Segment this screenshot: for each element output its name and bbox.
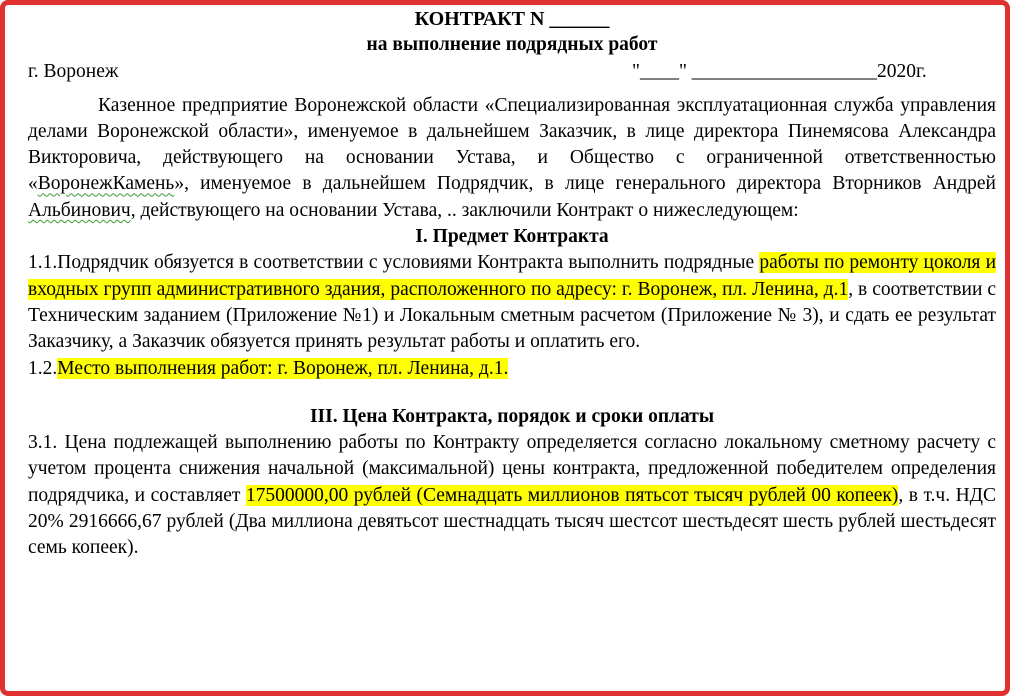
intro-text-3: , действующего на основании Устава, .. заключили Контракт о нижеследующем: <box>130 199 799 221</box>
clause-1-1-text-b: , в соответствии с Техническим заданием (Приложение №1) и Локальным сметным расчетом (Приложение № 3), и сдать ее результат Заказчику, а Заказчик обязуется принять результат работы и оплатить его. <box>28 278 996 353</box>
clause-1-1 <box>28 250 996 355</box>
clause-1-1-highlight: работы по ремонту цоколя и входных групп административного здания, расположенного по адресу: г. Воронеж, пл. Ленина, д.1 <box>28 252 997 300</box>
place-date-row <box>28 59 996 85</box>
intro-paragraph <box>28 93 996 224</box>
clause-3-1-text-a: 3.1. Цена подлежащей выполнению работы по Контракту определяется согласно локальному сметному расчету с учетом процента снижения начальной (максимальной) цены контракта, предложенной победителем определения подрядчика, и составляет <box>28 432 996 506</box>
clause-3-1-highlight: 17500000,00 рублей (Семнадцать миллионов пятьсот тысяч рублей 00 копеек) <box>245 484 899 506</box>
intro-text-1: Казенное предприятие Воронежской области «Специализированная эксплуатационная служба управления делами Воронежской области», именуемое в дальнейшем Заказчик, в лице директора Пинемясова Александра Викторовича, действующего на основании Устава, и Общество с ограниченной ответственностью « <box>28 94 996 195</box>
clause-1-2-number: 1.2. <box>28 357 58 379</box>
contract-subtitle: на выполнение подрядных работ <box>366 34 658 56</box>
section1-heading: I. Предмет Контракта <box>415 226 609 248</box>
clause-1-2 <box>28 356 996 382</box>
spacer <box>28 382 996 404</box>
contract-title: КОНТРАКТ N ______ <box>414 8 610 30</box>
spacer <box>28 85 996 93</box>
clause-1-1-text-a: 1.1.Подрядчик обязуется в соответствии с условиями Контракта выполнить подрядные <box>28 252 760 274</box>
clause-3-1 <box>28 430 996 561</box>
intro-text-2: », именуемое в дальнейшем Подрядчик, в лице генерального директора Вторников Андрей <box>174 173 996 195</box>
contract-city: г. Воронеж <box>28 60 119 82</box>
contract-date: "____" ___________________2020г. <box>632 60 927 82</box>
clause-3-1-text-b: , в т.ч. НДС 20% 2916666,67 рублей (Два миллиона девятьсот шестнадцать тысяч шестсот шестьдесят шесть рублей шестьдесят семь копеек). <box>28 484 996 559</box>
section3-heading: III. Цена Контракта, порядок и сроки оплаты <box>309 405 715 427</box>
contract-document <box>28 6 996 562</box>
contractor-company-name: ВоронежКамень <box>37 173 175 195</box>
clause-1-2-highlight: Место выполнения работ: г. Воронеж, пл. Ленина, д.1. <box>57 357 509 379</box>
director-patronymic: Альбинович <box>28 199 131 221</box>
